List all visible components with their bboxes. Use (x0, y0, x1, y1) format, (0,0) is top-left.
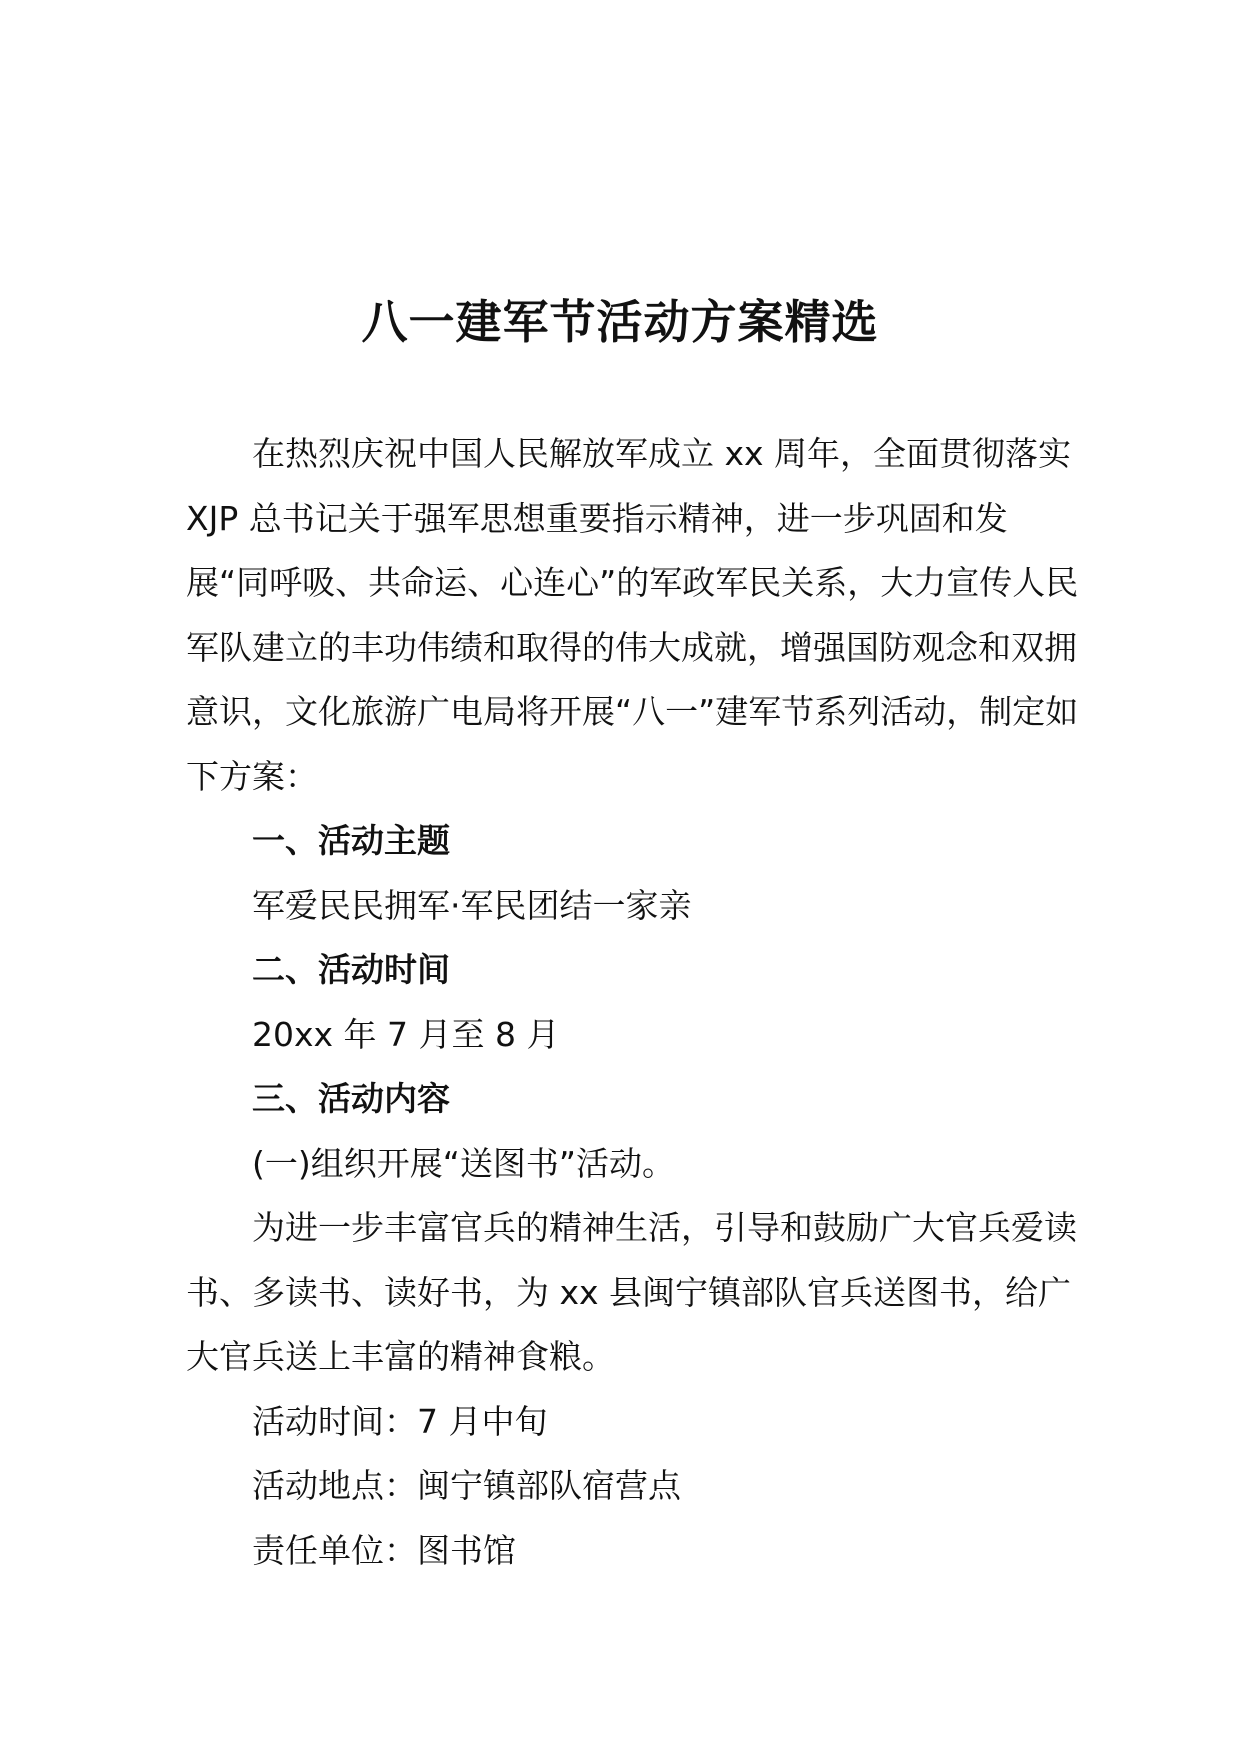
content-item-place: 活动地点：闽宁镇部队宿营点 (252, 1466, 681, 1505)
document-body (186, 422, 1086, 1583)
time-text: 20xx 年 7 月至 8 月 (252, 1014, 560, 1054)
content-item-unit: 责任单位：图书馆 (252, 1530, 516, 1570)
intro-paragraph: 在热烈庆祝中国人民解放军成立 xx 周年，全面贯彻落实 XJP 总书记关于强军思想重要指示精神，进一步巩固和发展“同呼吸、共命运、心连心”的军政军民关系，大力宣传人民军队建立的丰功伟绩和取得的伟大成就，增强国防观念和双拥意识，文化旅游广电局将开展“八一”建军节系列活动，制定如下方案： (186, 434, 1079, 796)
content-item-time: 活动时间：7 月中旬 (252, 1401, 548, 1441)
document-title: 八一建军节活动方案精选 (361, 295, 879, 349)
section-heading-theme: 一、活动主题 (252, 821, 450, 860)
content-item-title: (一)组织开展“送图书”活动。 (252, 1143, 675, 1183)
section-heading-content: 三、活动内容 (252, 1079, 450, 1118)
theme-text: 军爱民民拥军·军民团结一家亲 (252, 885, 692, 925)
section-heading-time: 二、活动时间 (252, 950, 450, 989)
content-item-description: 为进一步丰富官兵的精神生活，引导和鼓励广大官兵爱读书、多读书、读好书，为 xx 县闽宁镇部队官兵送图书，给广大官兵送上丰富的精神食粮。 (186, 1208, 1077, 1376)
